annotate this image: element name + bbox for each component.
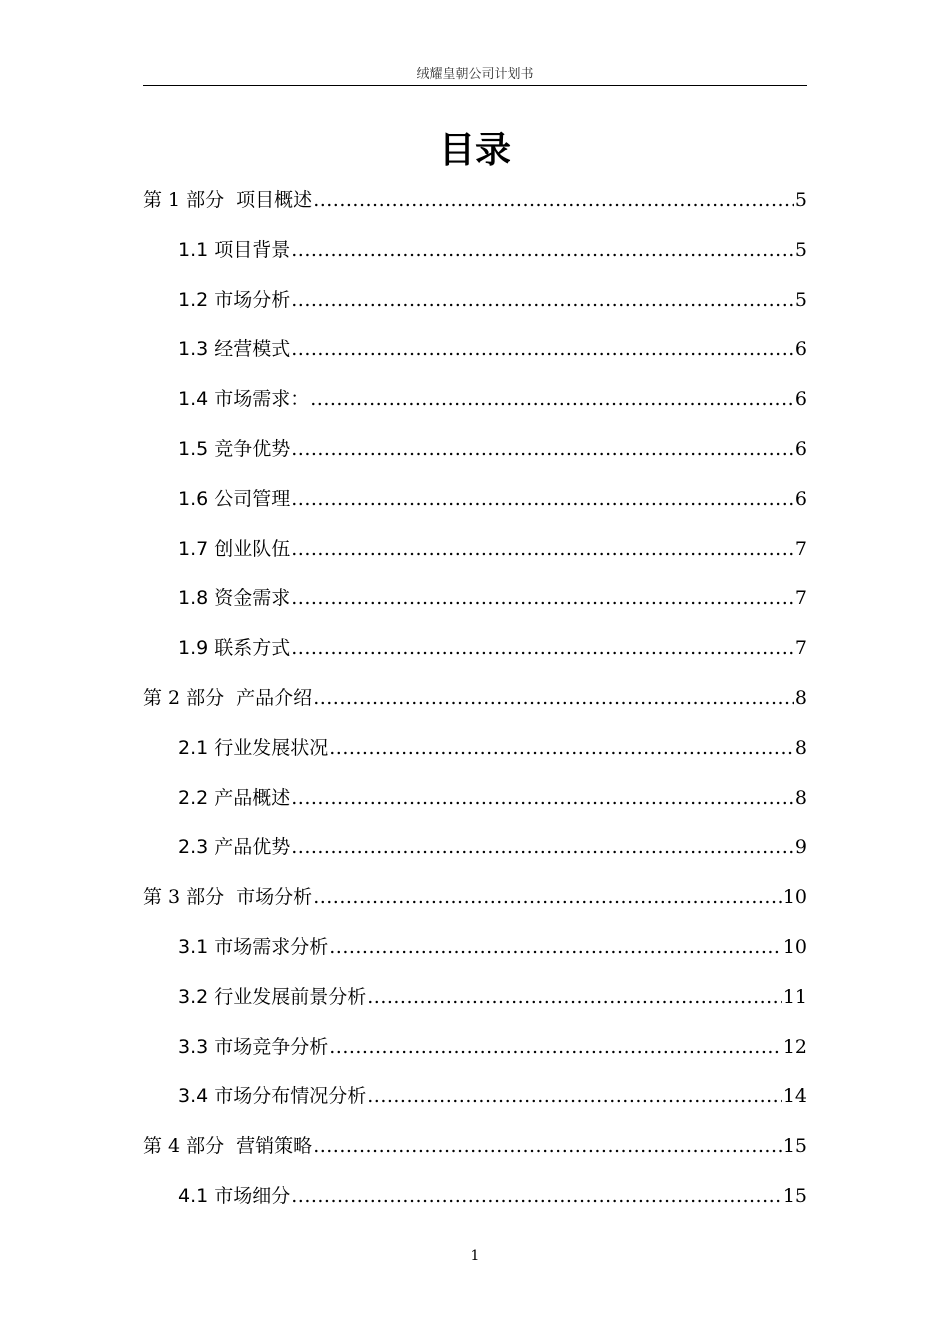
toc-dot-leader	[291, 823, 794, 873]
toc-entry-page: 8	[794, 686, 807, 709]
toc-entry[interactable]	[143, 425, 807, 475]
toc-dot-leader	[367, 973, 782, 1023]
toc-entry[interactable]	[143, 1023, 807, 1073]
toc-dot-leader	[313, 674, 794, 724]
toc-entry-page: 6	[794, 487, 807, 510]
toc-entry-number: 1.1	[178, 238, 209, 261]
toc-entry[interactable]	[143, 176, 807, 226]
toc-entry[interactable]	[143, 1072, 807, 1122]
page-number: 1	[470, 1248, 480, 1264]
toc-entry-number: 第 2 部分	[143, 686, 225, 709]
toc-dot-leader	[291, 624, 794, 674]
toc-entry[interactable]	[143, 276, 807, 326]
toc-entry-number: 1.7	[178, 537, 209, 560]
toc-entry-number: 2.2	[178, 786, 209, 809]
toc-entry-number: 1.5	[178, 437, 209, 460]
toc-dot-leader	[291, 276, 794, 326]
toc-entry-number: 3.2	[178, 985, 209, 1008]
toc-entry[interactable]	[143, 475, 807, 525]
toc-entry-label: 联系方式	[214, 637, 291, 660]
toc-entry[interactable]	[143, 1172, 807, 1222]
toc-entry-page: 5	[794, 189, 807, 211]
toc-entry[interactable]	[143, 973, 807, 1023]
toc-dot-leader	[291, 574, 794, 624]
toc-dot-leader	[291, 226, 794, 276]
toc-entry[interactable]	[143, 226, 807, 276]
toc-entry-label: 市场细分	[214, 1184, 291, 1207]
toc-entry-number: 1.4	[178, 388, 209, 411]
toc-dot-leader	[329, 923, 782, 973]
toc-entry[interactable]	[143, 574, 807, 624]
toc-entry-number: 3.1	[178, 935, 209, 958]
toc-entry-page: 14	[782, 1085, 807, 1108]
toc-entry-label: 产品概述	[214, 786, 291, 809]
toc-entry-label: 创业队伍	[214, 537, 291, 560]
toc-dot-leader	[313, 873, 782, 923]
toc-entry-page: 7	[794, 637, 807, 660]
toc-entry-page: 12	[782, 1035, 807, 1058]
toc-dot-leader	[291, 1172, 782, 1222]
toc-entry-label: 行业发展前景分析	[214, 985, 367, 1008]
toc-entry-label: 竞争优势	[214, 437, 291, 460]
toc-entry-label: 市场竞争分析	[214, 1035, 329, 1058]
toc-entry-page: 7	[794, 537, 807, 560]
toc-entry-number: 1.2	[178, 288, 209, 311]
page-header: 绒耀皇朝公司计划书	[416, 67, 534, 82]
toc-dot-leader	[329, 724, 794, 774]
toc-entry[interactable]	[143, 1122, 807, 1172]
toc-entry-number: 3.4	[178, 1085, 209, 1108]
toc-dot-leader	[367, 1072, 782, 1122]
toc-entry-page: 6	[794, 437, 807, 460]
toc-entry-page: 15	[782, 1184, 807, 1207]
toc-entry-label: 资金需求	[214, 587, 291, 610]
toc-entry-page: 5	[794, 238, 807, 261]
toc-entry-page: 6	[794, 388, 807, 411]
toc-entry-page: 9	[794, 836, 807, 859]
toc-entry-number: 第 3 部分	[143, 886, 225, 909]
toc-entry-number: 1.6	[178, 487, 209, 510]
toc-entry-page: 10	[782, 935, 807, 958]
toc-entry-label: 市场分布情况分析	[214, 1085, 367, 1108]
toc-entry-page: 5	[794, 288, 807, 311]
header-divider	[143, 85, 807, 86]
toc-dot-leader	[313, 176, 794, 226]
toc-entry-page: 8	[794, 786, 807, 809]
toc-entry-number: 2.1	[178, 736, 209, 759]
toc-entry-label: 市场分析	[214, 288, 291, 311]
toc-dot-leader	[310, 375, 794, 425]
table-of-contents	[143, 176, 807, 1222]
toc-entry[interactable]	[143, 724, 807, 774]
toc-entry-label: 产品介绍	[236, 686, 313, 709]
toc-entry[interactable]	[143, 774, 807, 824]
toc-dot-leader	[291, 475, 794, 525]
toc-entry-number: 第 1 部分	[143, 189, 225, 211]
toc-entry-label: 产品优势	[214, 836, 291, 859]
toc-entry[interactable]	[143, 823, 807, 873]
toc-entry-number: 1.9	[178, 637, 209, 660]
toc-entry-page: 11	[782, 985, 807, 1008]
toc-entry-page: 15	[782, 1135, 807, 1158]
toc-entry-page: 6	[794, 338, 807, 361]
toc-entry-page: 7	[794, 587, 807, 610]
toc-dot-leader	[291, 325, 794, 375]
toc-entry[interactable]	[143, 375, 807, 425]
toc-entry[interactable]	[143, 873, 807, 923]
toc-entry-number: 2.3	[178, 836, 209, 859]
toc-entry[interactable]	[143, 923, 807, 973]
toc-entry-number: 4.1	[178, 1184, 209, 1207]
toc-entry-label: 公司管理	[214, 487, 291, 510]
toc-entry-number: 第 4 部分	[143, 1135, 225, 1158]
toc-dot-leader	[291, 525, 794, 575]
toc-entry-label: 市场需求：	[214, 388, 310, 411]
toc-dot-leader	[291, 425, 794, 475]
toc-entry-number: 1.3	[178, 338, 209, 361]
toc-entry-label: 行业发展状况	[214, 736, 329, 759]
toc-dot-leader	[313, 1122, 782, 1172]
toc-entry-page: 8	[794, 736, 807, 759]
toc-entry[interactable]	[143, 624, 807, 674]
toc-entry-label: 市场分析	[236, 886, 313, 909]
toc-entry-number: 1.8	[178, 587, 209, 610]
toc-entry-label: 经营模式	[214, 338, 291, 361]
toc-entry[interactable]	[143, 525, 807, 575]
toc-entry-label: 项目概述	[236, 189, 313, 211]
toc-entry-number: 3.3	[178, 1035, 209, 1058]
toc-entry-label: 营销策略	[236, 1135, 313, 1158]
toc-entry[interactable]	[143, 325, 807, 375]
toc-entry-label: 项目背景	[214, 238, 291, 261]
toc-dot-leader	[291, 774, 794, 824]
page-title: 目录	[438, 130, 511, 171]
toc-entry[interactable]	[143, 674, 807, 724]
toc-dot-leader	[329, 1023, 782, 1073]
toc-entry-page: 10	[782, 886, 807, 909]
toc-entry-label: 市场需求分析	[214, 935, 329, 958]
